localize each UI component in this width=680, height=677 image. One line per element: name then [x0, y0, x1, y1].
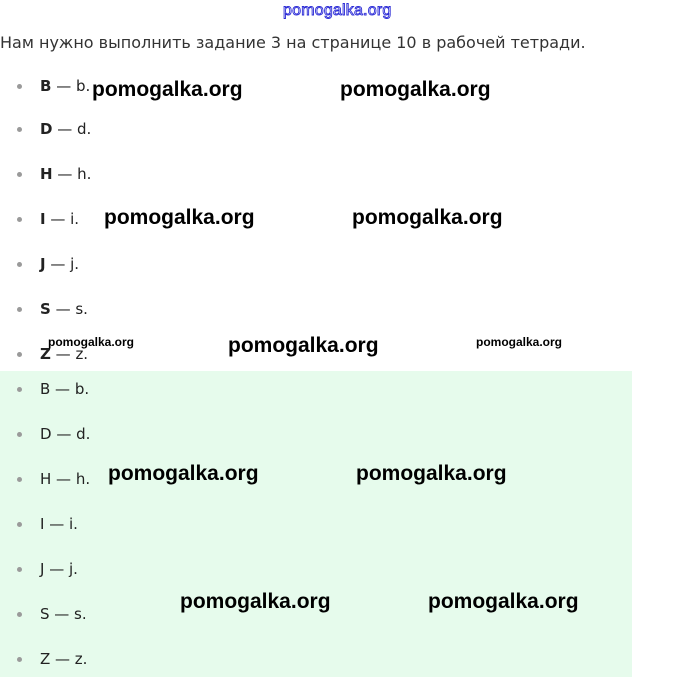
- lowercase-letter: d.: [77, 120, 92, 138]
- letter-pair: Z — z.: [40, 650, 88, 668]
- lowercase-letter: h.: [77, 165, 92, 183]
- bullet-icon: [17, 262, 22, 267]
- bullet-icon: [17, 172, 22, 177]
- answer-panel: [0, 371, 632, 677]
- uppercase-letter: B: [40, 77, 52, 95]
- letter-pair: S — s.: [40, 605, 87, 623]
- bullet-icon: [17, 567, 22, 572]
- dash: —: [51, 77, 76, 95]
- letter-pair: I — i.: [40, 515, 78, 533]
- bullet-icon: [17, 387, 22, 392]
- dash: —: [52, 120, 77, 138]
- watermark: pomogalka.org: [180, 590, 331, 613]
- uppercase-letter: Z: [40, 345, 51, 363]
- lowercase-letter: s.: [75, 300, 88, 318]
- watermark: pomogalka.org: [228, 334, 379, 357]
- watermark: pomogalka.org: [340, 78, 491, 101]
- letter-pair: D — d.: [40, 425, 91, 443]
- lowercase-letter: b.: [75, 77, 91, 95]
- dash: —: [50, 300, 76, 318]
- bullet-icon: [17, 307, 22, 312]
- watermark: pomogalka.org: [356, 462, 507, 485]
- dash: —: [52, 165, 78, 183]
- bullet-icon: [17, 84, 22, 89]
- watermark: pomogalka.org: [104, 206, 255, 229]
- lowercase-letter: i.: [70, 210, 80, 228]
- uppercase-letter: H: [40, 165, 53, 183]
- lowercase-letter: z.: [75, 345, 89, 363]
- watermark: pomogalka.org: [48, 335, 135, 349]
- lowercase-letter: j.: [70, 255, 80, 273]
- uppercase-letter: D: [40, 120, 53, 138]
- watermark: pomogalka.org: [92, 78, 243, 101]
- bullet-icon: [17, 477, 22, 482]
- site-logo[interactable]: pomogalka.org: [283, 2, 392, 19]
- task-intro-text: Нам нужно выполнить задание 3 на странице 10 в рабочей тетради.: [0, 33, 586, 52]
- watermark: pomogalka.org: [352, 206, 503, 229]
- watermark: pomogalka.org: [108, 462, 259, 485]
- bullet-icon: [17, 612, 22, 617]
- bullet-icon: [17, 217, 22, 222]
- bullet-icon: [17, 657, 22, 662]
- letter-pair: J — j.: [40, 560, 78, 578]
- bullet-icon: [17, 352, 22, 357]
- uppercase-letter: S: [40, 300, 51, 318]
- watermark: pomogalka.org: [428, 590, 579, 613]
- dash: —: [50, 345, 76, 363]
- letter-pair: B — b.: [40, 380, 90, 398]
- uppercase-letter: J: [40, 255, 46, 273]
- dash: —: [45, 255, 71, 273]
- bullet-icon: [17, 127, 22, 132]
- bullet-icon: [17, 522, 22, 527]
- watermark: pomogalka.org: [476, 335, 563, 349]
- letter-pair: H — h.: [40, 470, 91, 488]
- dash: —: [45, 210, 71, 228]
- bullet-icon: [17, 432, 22, 437]
- uppercase-letter: I: [40, 210, 46, 228]
